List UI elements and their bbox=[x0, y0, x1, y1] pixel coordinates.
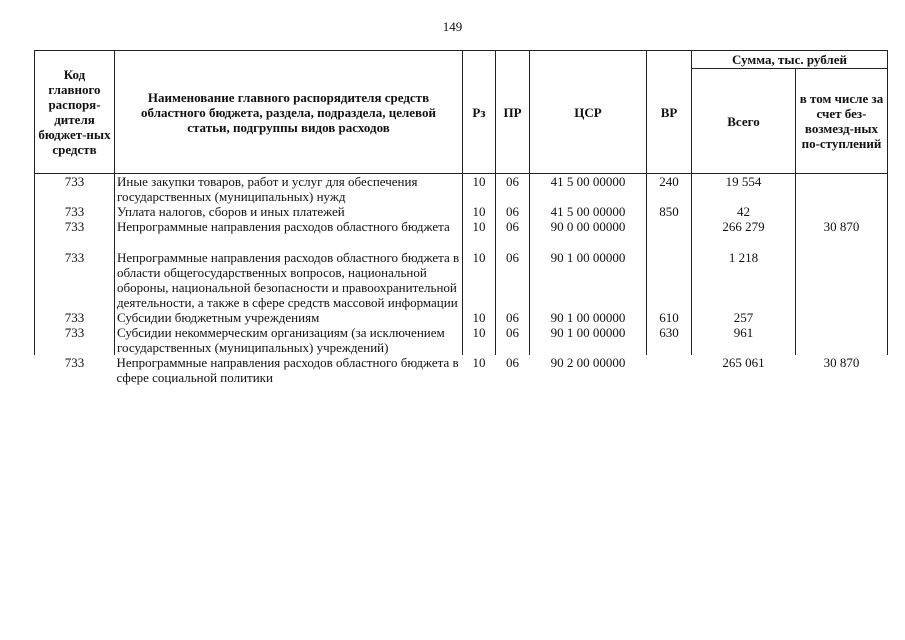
cell-vr bbox=[647, 250, 692, 310]
cell-name: Субсидии некоммерческим организациям (за исключением государственных (муниципальных) учреждений) bbox=[115, 325, 463, 355]
cell-including bbox=[796, 174, 888, 205]
table-row bbox=[35, 250, 888, 310]
cell-code: 733 bbox=[35, 325, 115, 355]
cell-pr: 06 bbox=[496, 174, 530, 205]
table-row bbox=[35, 325, 888, 355]
cell-rz: 10 bbox=[472, 355, 486, 370]
cell-code: 733 bbox=[35, 310, 115, 325]
cell-name: Непрограммные направления расходов областного бюджета bbox=[115, 219, 463, 250]
cell-including: 30 870 bbox=[823, 355, 860, 370]
cell-vr: 240 bbox=[647, 174, 692, 205]
cell-rz: 10 bbox=[463, 219, 496, 250]
page-number: 149 bbox=[442, 19, 463, 34]
cell-name: Уплата налогов, сборов и иных платежей bbox=[115, 204, 463, 219]
cell-pr: 06 bbox=[496, 250, 530, 310]
cell-name: Иные закупки товаров, работ и услуг для обеспечения государственных (муниципальных) нужд bbox=[115, 174, 463, 205]
cell-including bbox=[796, 325, 888, 355]
table-row bbox=[35, 219, 888, 250]
header-code: Код главного распоря-дителя бюджет-ных средств bbox=[35, 51, 115, 174]
cell-pr: 06 bbox=[496, 219, 530, 250]
table-row bbox=[35, 174, 888, 205]
table-row bbox=[35, 355, 888, 385]
cell-name: Субсидии бюджетным учреждениям bbox=[115, 310, 463, 325]
table-row bbox=[35, 310, 888, 325]
cell-pr: 06 bbox=[496, 325, 530, 355]
cell-name: Непрограммные направления расходов областного бюджета в сфере социальной политики bbox=[116, 355, 459, 385]
cell-vr: 850 bbox=[647, 204, 692, 219]
cell-csr: 41 5 00 00000 bbox=[530, 174, 647, 205]
cell-total: 266 279 bbox=[692, 219, 796, 250]
cell-name: Непрограммные направления расходов областного бюджета в области общегосударственных вопросов, национальной обороны, национальной безопасности и правоохранительной деятельности, а также в сфере средств массовой информации bbox=[115, 250, 463, 310]
cell-including bbox=[796, 250, 888, 310]
cell-code: 733 bbox=[35, 219, 115, 250]
cell-csr: 90 0 00 00000 bbox=[530, 219, 647, 250]
header-pr: ПР bbox=[496, 51, 530, 174]
cell-code: 733 bbox=[64, 355, 85, 370]
cell-total: 265 061 bbox=[722, 355, 765, 370]
cell-csr: 90 1 00 00000 bbox=[530, 250, 647, 310]
cell-rz: 10 bbox=[463, 325, 496, 355]
cell-code: 733 bbox=[35, 174, 115, 205]
header-sum-group: Сумма, тыс. рублей bbox=[692, 51, 888, 69]
cell-vr: 630 bbox=[647, 325, 692, 355]
cell-rz: 10 bbox=[463, 174, 496, 205]
cell-rz: 10 bbox=[463, 204, 496, 219]
cell-total: 257 bbox=[692, 310, 796, 325]
cell-total: 19 554 bbox=[692, 174, 796, 205]
cell-code: 733 bbox=[35, 204, 115, 219]
cell-total: 42 bbox=[692, 204, 796, 219]
header-total: Всего bbox=[692, 69, 796, 174]
cell-vr: 610 bbox=[647, 310, 692, 325]
cell-including bbox=[796, 204, 888, 219]
cell-csr: 90 1 00 00000 bbox=[530, 310, 647, 325]
header-including: в том числе за счет без-возмезд-ных по-ступлений bbox=[796, 69, 888, 174]
cell-total: 1 218 bbox=[692, 250, 796, 310]
header-name: Наименование главного распорядителя средств областного бюджета, раздела, подраздела, целевой статьи, подгруппы видов расходов bbox=[115, 51, 463, 174]
cell-total: 961 bbox=[692, 325, 796, 355]
budget-table bbox=[34, 50, 888, 385]
cell-vr bbox=[647, 355, 692, 385]
table-row bbox=[35, 204, 888, 219]
cell-pr: 06 bbox=[496, 310, 530, 325]
cell-rz: 10 bbox=[463, 250, 496, 310]
table-header bbox=[35, 51, 888, 174]
cell-code: 733 bbox=[35, 250, 115, 310]
cell-csr: 41 5 00 00000 bbox=[530, 204, 647, 219]
cell-vr bbox=[647, 219, 692, 250]
header-vr: ВР bbox=[647, 51, 692, 174]
cell-rz: 10 bbox=[463, 310, 496, 325]
cell-pr: 06 bbox=[496, 204, 530, 219]
cell-including: 30 870 bbox=[796, 219, 888, 250]
cell-csr: 90 2 00 00000 bbox=[550, 355, 626, 370]
header-csr: ЦСР bbox=[530, 51, 647, 174]
header-rz: Рз bbox=[463, 51, 496, 174]
cell-csr: 90 1 00 00000 bbox=[530, 325, 647, 355]
cell-including bbox=[796, 310, 888, 325]
cell-pr: 06 bbox=[506, 355, 519, 370]
